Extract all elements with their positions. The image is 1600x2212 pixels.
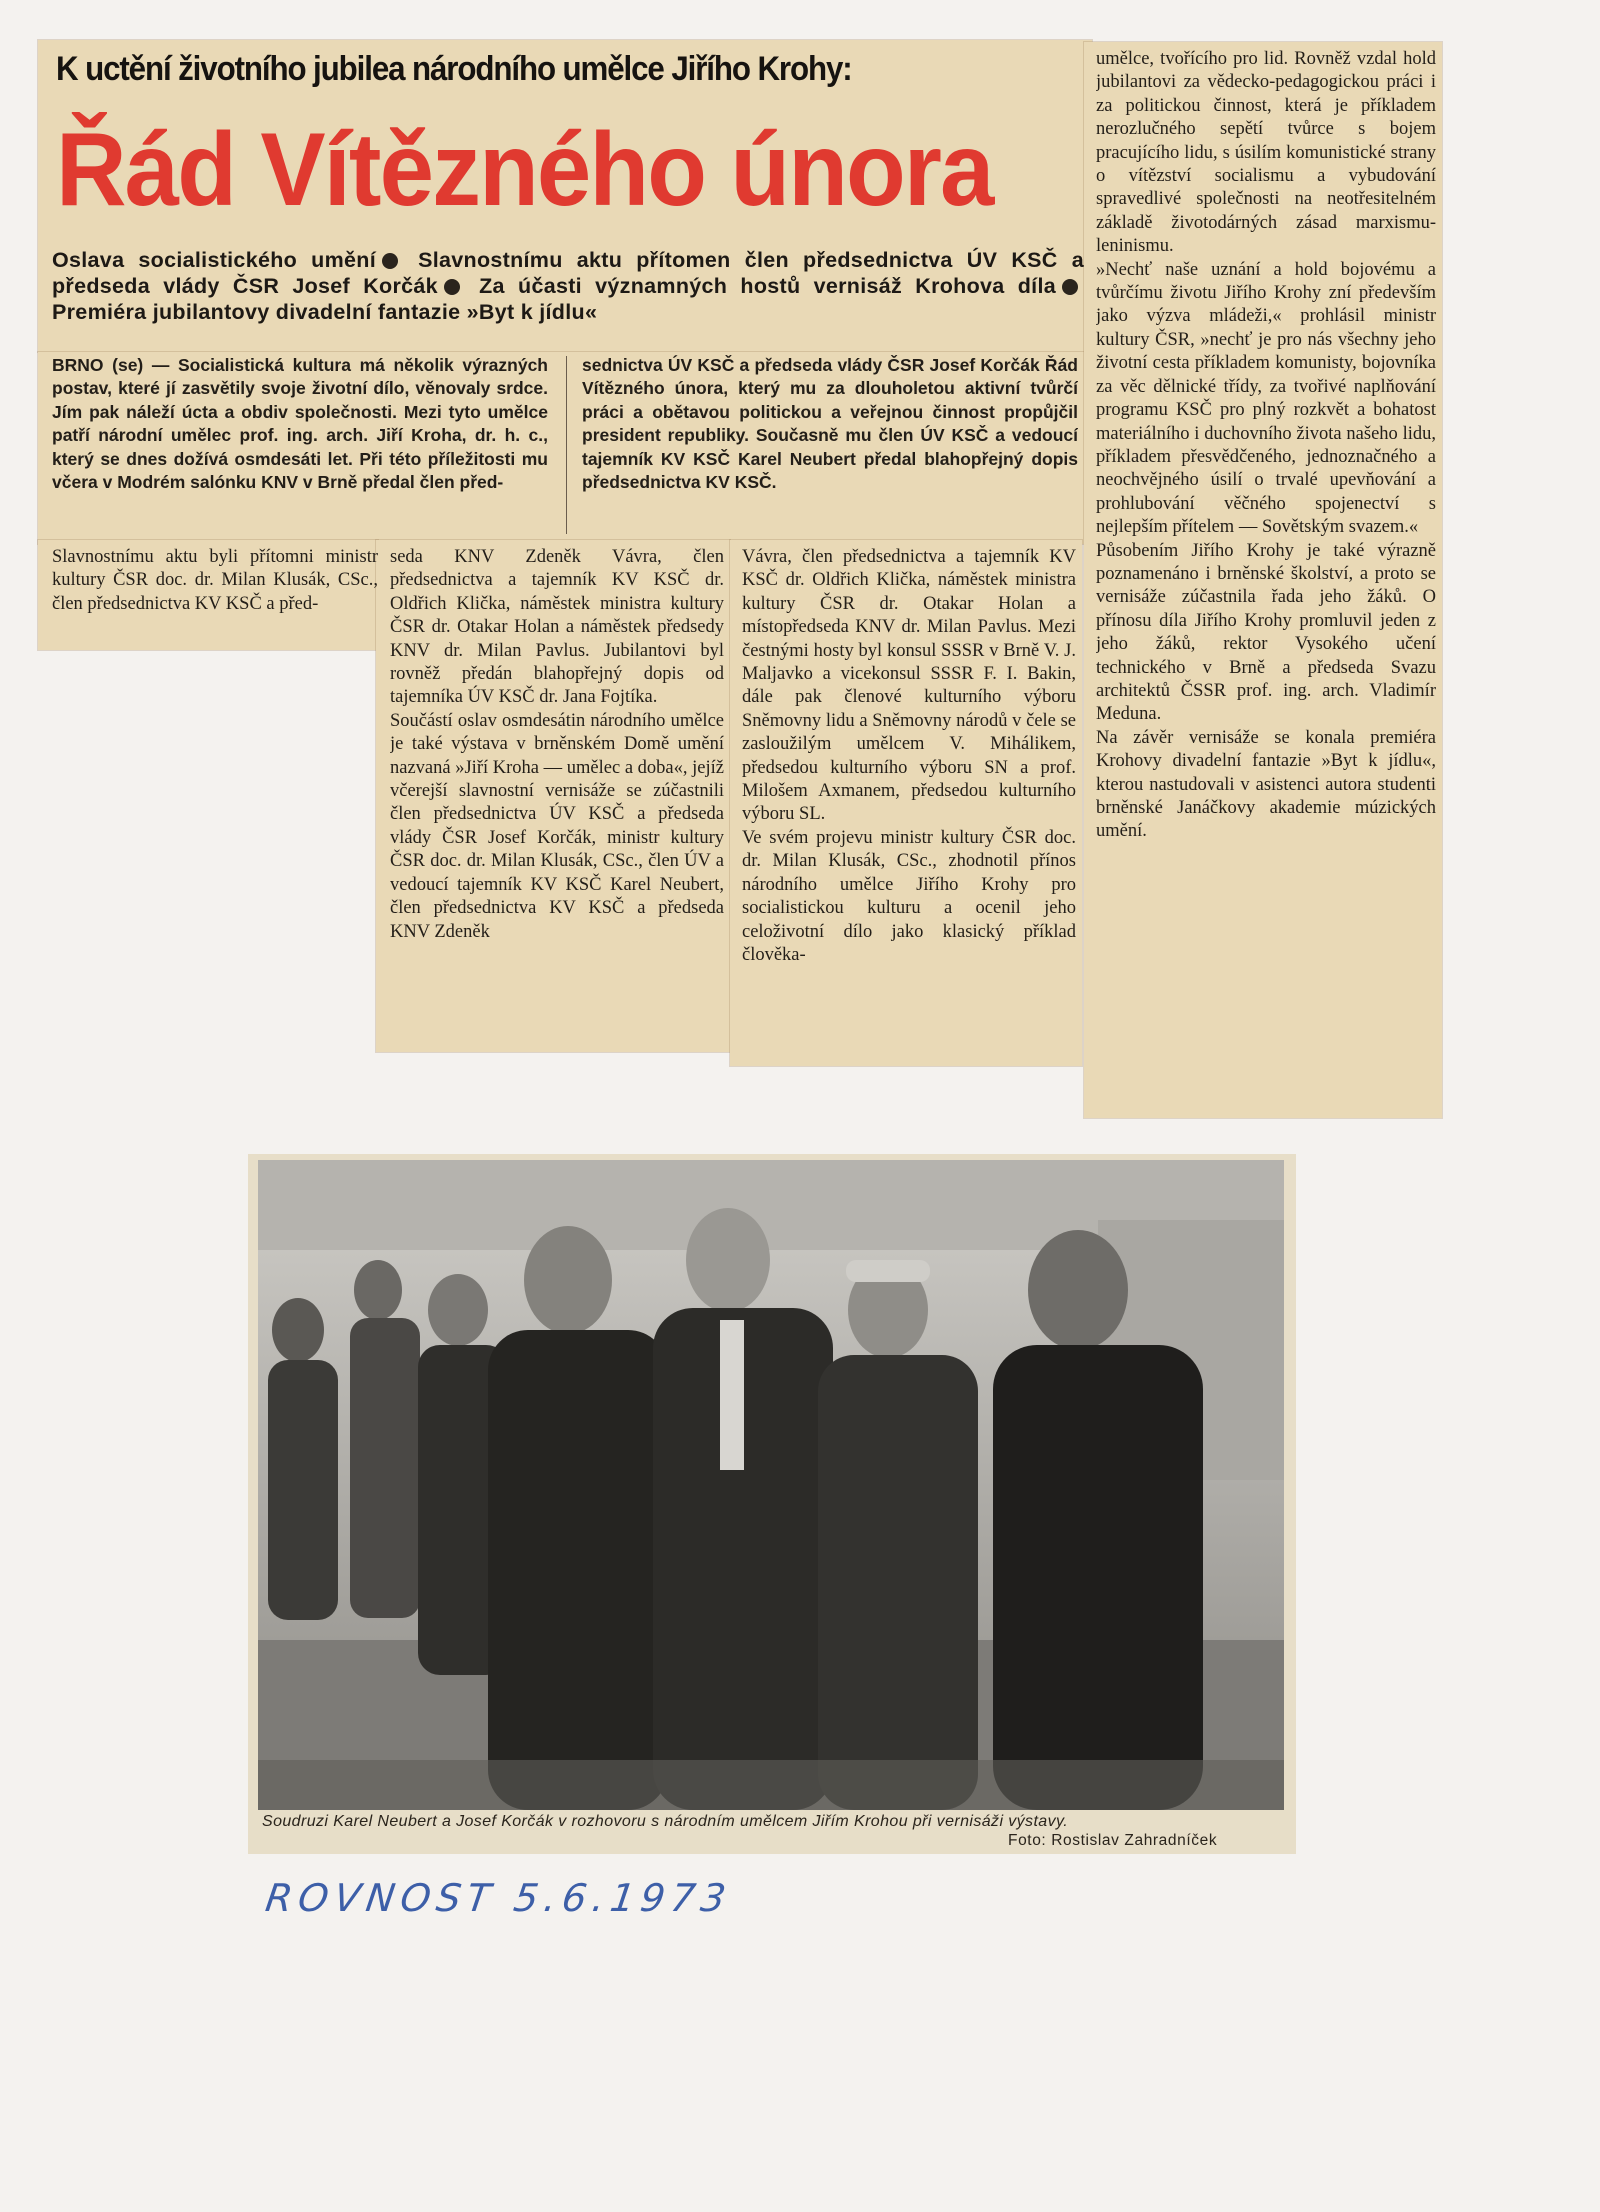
- bullet-icon: [444, 279, 460, 295]
- news-photograph: [258, 1160, 1284, 1810]
- body-column-2: seda KNV Zdeněk Vávra, člen předsednictva a tajemník KV KSČ dr. Oldřich Klička, náměstek ministra kultury ČSR dr. Otakar Holan a náměstek předsedy KNV dr. Milan Pavlus. Jubilantovi byl rovněž předán blahopřejný dopis od tajemníka ÚV KSČ dr. Jana Fojtíka. Součástí oslav osmdesátin národního umělce je také výstava v brněnském Domě umění nazvaná »Jiří Kroha — umělec a doba«, jejíž včerejší slavnostní vernisáže se zúčastnili člen předsednictva ÚV KSČ a předseda vlády ČSR Josef Korčák, ministr kultury ČSR doc. dr. Milan Klusák, CSc., člen ÚV a vedoucí tajemník KV KSČ Karel Neubert, člen předsednictva KV KSČ a předseda KNV Zdeněk: [390, 547, 724, 942]
- photo-caption: Soudruzi Karel Neubert a Josef Korčák v rozhovoru s národním umělcem Jiřím Krohou při vernisáži výstavy.: [262, 1813, 1069, 1830]
- bullet-icon: [1062, 279, 1078, 295]
- column-divider: [566, 356, 567, 534]
- lead-right-column: sednictva ÚV KSČ a předseda vlády ČSR Josef Korčák Řád Vítězného února, který mu za dlouholetou aktivní tvůrčí práci a obětavou politickou a veřejnou činnost propůjčil president republiky. Současně mu člen ÚV KSČ a vedoucí tajemník KV KSČ Karel Neubert předal blahopřejný dopis předsednictva KV KSČ.: [582, 355, 1078, 493]
- photo-credit: Foto: Rostislav Zahradníček: [1008, 1832, 1218, 1849]
- body-column-1: Slavnostnímu aktu byli přítomni ministr kultury ČSR doc. dr. Milan Klusák, CSc., člen předsednictva KV KSČ a před-: [52, 547, 378, 614]
- body-column-4: umělce, tvořícího pro lid. Rovněž vzdal hold jubilantovi za vědecko-pedagogickou práci i za politickou činnost, která je příkladem nerozlučného sepětí tvůrce s bojem pracujícího lidu, s úsilím komunistické strany o vítězství socialismu a vybudování spravedlivé společnosti na neotřesitelném základě životodárných zásad marxismu-leninismu. »Nechť naše uznání a hold bojovému a tvůrčímu životu Jiřího Krohy zní především jako výzva mládeži,« prohlásil ministr kultury ČSR, »nechť je pro nás všechny jeho životní cesta příkladem komunisty, bojovníka za věc dělnické třídy, za tvořivé naplňování programu KSČ pro plný rozkvět a bohatost materiálního i duchovního života našeho lidu, příkladem přesvědčeného, jednoznačného a neochvějného úsilí o trvalé upevňování a prohlubování věčného spojenectví s nejlepším přítelem — Sovětským svazem.« Působením Jiřího Krohy je také výrazně poznamenáno i brněnské školství, a proto se vernisáže zúčastnila řada jeho žáků. O přínosu díla Jiřího Krohy promluvil jeden z jeho žáků, rektor Vysokého učení technického v Brně a předseda Svazu architektů ČSSR prof. ing. arch. Vladimír Meduna. Na závěr vernisáže se konala premiéra Krohovy divadelní fantazie »Byt k jídlu«, kterou nastudovali v asistenci autora studenti brněnské Janáčkovy akademie múzických umění.: [1096, 49, 1436, 842]
- subhead-part-1: Oslava socialistického umění: [52, 248, 376, 272]
- subhead-part-2: Slavnostnímu aktu přítomen člen předsednictva ÚV KSČ a předseda vlády ČSR Josef Korčák: [52, 248, 1084, 298]
- body-column-3: Vávra, člen předsednictva a tajemník KV KSČ dr. Oldřich Klička, náměstek ministra kultury ČSR dr. Otakar Holan a místopředseda KNV dr. Milan Pavlus. Mezi čestnými hosty byl konsul SSSR v Brně V. J. Maljavko a vicekonsul SSSR F. I. Bakin, dále pak členové kulturního výboru Sněmovny lidu a Sněmovny národů v čele se zasloužilým umělcem V. Mihálikem, předsedou kulturního výboru SN a prof. Milošem Axmanem, předsedou kulturního výboru SL. Ve svém projevu ministr kultury ČSR doc. dr. Milan Klusák, CSc., zhodnotil přínos národního umělce Jiřího Krohy pro socialistickou kulturu a ocenil jeho celoživotní dílo jako klasický příklad člověka-: [742, 547, 1076, 965]
- article-subheading: [52, 247, 1084, 325]
- lead-left-column: BRNO (se) — Socialistická kultura má několik výrazných postav, které jí zasvětily svoje životní dílo, věnovaly srdce. Jím pak náleží úcta a obdiv společnosti. Mezi tyto umělce patří národní umělec prof. ing. arch. Jiří Kroha, dr. h. c., který se dnes dožívá osmdesáti let. Při této příležitosti mu včera v Modrém salónku KNV v Brně předal člen před-: [52, 355, 548, 493]
- subhead-part-4: Premiéra jubilantovy divadelní fantazie »Byt k jídlu«: [52, 300, 598, 324]
- article-headline: Řád Vítězného února: [56, 112, 993, 228]
- handwritten-source-note: ROVNOST 5.6.1973: [262, 1876, 735, 1920]
- photo-scene: [258, 1160, 1284, 1810]
- bullet-icon: [382, 253, 398, 269]
- subhead-part-3: Za účasti významných hostů vernisáž Krohova díla: [479, 274, 1056, 298]
- article-kicker: K uctění životního jubilea národního umělce Jiřího Krohy:: [56, 50, 852, 88]
